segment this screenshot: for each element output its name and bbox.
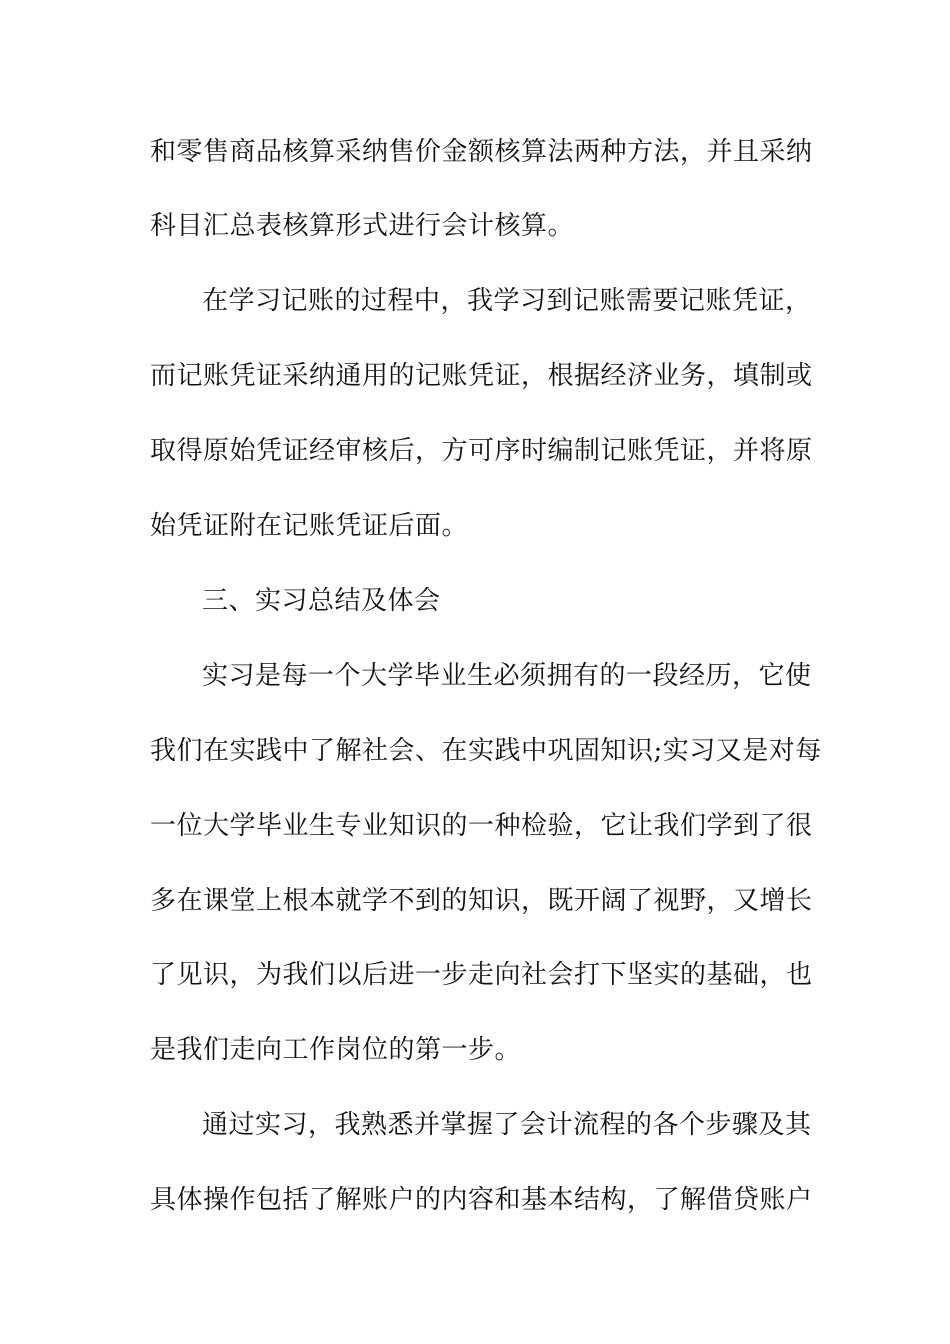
text-line: 和零售商品核算采纳售价金额核算法两种方法，并且采纳 [150,137,813,167]
paragraph-first-line: 通过实习，我熟悉并掌握了会计流程的各个步骤及其 [202,1110,812,1140]
text-line: 科目汇总表核算形式进行会计核算。 [150,211,575,241]
text-line: 了见识，为我们以后进一步走向社会打下坚实的基础，也 [150,960,813,990]
paragraph-first-line: 实习是每一个大学毕业生必须拥有的一段经历，它使 [202,661,812,691]
text-line: 而记账凭证采纳通用的记账凭证，根据经济业务，填制或 [150,361,813,391]
text-line: 始凭证附在记账凭证后面。 [150,511,469,541]
text-line: 多在课堂上根本就学不到的知识，既开阔了视野，又增长 [150,886,813,916]
text-line: 我们在实践中了解社会、在实践中巩固知识;实习又是对每 [150,736,822,766]
text-line: 取得原始凭证经审核后，方可序时编制记账凭证，并将原 [150,436,813,466]
paragraph-first-line: 在学习记账的过程中，我学习到记账需要记账凭证， [202,286,812,316]
section-heading: 三、实习总结及体会 [202,586,441,616]
text-line: 是我们走向工作岗位的第一步。 [150,1035,522,1065]
text-line: 具体操作包括了解账户的内容和基本结构，了解借贷账户 [150,1185,813,1215]
text-line: 一位大学毕业生专业知识的一种检验，它让我们学到了很 [150,811,813,841]
